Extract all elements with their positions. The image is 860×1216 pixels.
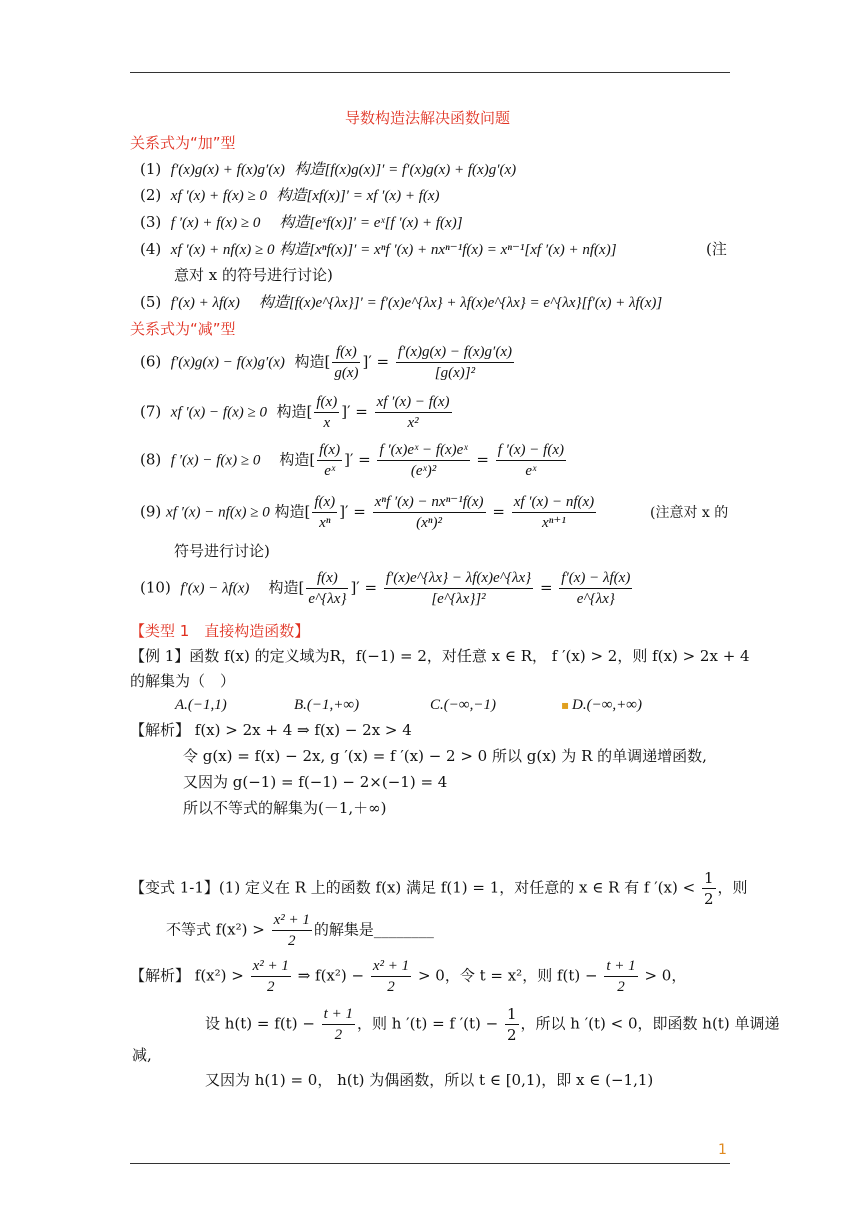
construct-prefix: 构造[ <box>268 578 305 597</box>
page-title: 导数构造法解决函数问题 <box>345 109 511 127</box>
fraction <box>505 1004 519 1045</box>
denominator: (eˣ)² <box>410 463 437 479</box>
item-condition: f′(x)g(x) + f(x)g′(x) <box>170 162 285 178</box>
fraction <box>512 492 596 533</box>
text: 的解集是________ <box>313 920 434 939</box>
variant11-solution-4: 又因为 h(1) = 0， h(t) 为偶函数，所以 t ∈ [0,1)，即 x ∈ (−1,1) <box>205 1071 654 1089</box>
construct-suffix: ]′ = <box>339 502 366 521</box>
numerator: f′(x)e^{λx} − λf(x)e^{λx} <box>384 568 533 589</box>
item-2 <box>140 184 440 207</box>
fraction <box>317 440 342 481</box>
text: ⇒ f(x²) − <box>297 966 365 985</box>
denominator: xⁿ <box>319 515 331 531</box>
item-construction: 构造[xf(x)]′ = xf ′(x) + f(x) <box>276 188 440 204</box>
numerator: f′(x)g(x) − f(x)g′(x) <box>396 342 514 363</box>
denominator: xⁿ⁺¹ <box>542 515 566 531</box>
denominator: eˣ <box>324 463 336 479</box>
construct-prefix: 构造[ <box>294 352 331 371</box>
fraction <box>272 910 312 951</box>
example1-solution-4: 所以不等式的解集为(－1,＋∞) <box>183 799 387 817</box>
item-5 <box>140 291 662 314</box>
denominator: 2 <box>617 979 625 995</box>
fraction <box>251 956 291 997</box>
numerator: 1 <box>703 869 714 887</box>
fraction <box>371 956 411 997</box>
text: 不等式 f(x²) > <box>166 920 265 939</box>
numerator: f(x) <box>306 568 348 589</box>
item-condition: xf ′(x) − nf(x) ≥ 0 <box>166 504 270 521</box>
numerator: x² + 1 <box>251 956 291 977</box>
item-condition: xf ′(x) + f(x) ≥ 0 <box>170 188 267 204</box>
denominator: [g(x)]² <box>434 365 476 381</box>
example1-solution-2: 令 g(x) = f(x) − 2x, g ′(x) = f ′(x) − 2 > 0 所以 g(x) 为 R 的单调递增函数, <box>183 747 707 765</box>
item-condition: f ′(x) + f(x) ≥ 0 <box>170 215 261 231</box>
fraction <box>373 492 486 533</box>
equals: = <box>476 450 489 469</box>
section-sub-heading: 关系式为“减”型 <box>130 320 236 338</box>
fraction <box>377 440 469 481</box>
item-9-note: 符号进行讨论) <box>174 542 270 560</box>
footer-rule <box>130 1163 730 1164</box>
item-4-note: 意对 x 的符号进行讨论) <box>174 266 333 284</box>
type1-heading: 【类型 1 直接构造函数】 <box>130 622 310 640</box>
numerator: xf ′(x) − f(x) <box>375 392 452 413</box>
example1-question-cont: 的解集为（ ） <box>130 672 236 690</box>
fraction <box>384 568 533 609</box>
numerator: f(x) <box>312 492 337 513</box>
equals: = <box>492 502 505 521</box>
item-condition: xf ′(x) + nf(x) ≥ 0 <box>170 242 275 258</box>
fraction <box>375 392 452 433</box>
example1-solution-3: 又因为 g(−1) = f(−1) − 2×(−1) = 4 <box>183 773 448 791</box>
item-number: (8) <box>140 450 162 469</box>
construct-prefix: 构造[ <box>279 450 316 469</box>
fraction <box>396 342 514 383</box>
text: 【解析】 f(x²) > <box>130 966 244 985</box>
construct-suffix: ]′ = <box>341 402 368 421</box>
example1-solution-1: 【解析】 f(x) > 2x + 4 ⇒ f(x) − 2x > 4 <box>130 721 412 739</box>
item-condition: xf ′(x) − f(x) ≥ 0 <box>170 404 267 421</box>
item-7 <box>140 392 454 433</box>
item-9-note-start: (注意对 x 的 <box>650 505 729 521</box>
text: ，所以 h ′(t) < 0，即函数 h(t) 单调递 <box>520 1014 780 1033</box>
text: ，则 <box>717 878 748 897</box>
fraction <box>332 342 360 383</box>
construct-prefix: 构造[ <box>276 402 313 421</box>
construct-suffix: ]′ = <box>344 450 371 469</box>
item-number: (6) <box>140 352 162 371</box>
denominator: 2 <box>703 890 714 908</box>
denominator: 2 <box>506 1026 517 1044</box>
item-construction: 构造[xⁿf(x)]′ = xⁿf ′(x) + nxⁿ⁻¹f(x) = xⁿ⁻¹[xf ′(x) + nf(x)] <box>279 242 617 258</box>
option-a: A.(−1,1) <box>175 697 227 713</box>
fraction <box>312 492 337 533</box>
item-number: (4) <box>140 240 162 258</box>
numerator: t + 1 <box>322 1004 355 1025</box>
denominator: eˣ <box>525 463 537 479</box>
denominator: [e^{λx}]² <box>431 591 486 607</box>
item-3 <box>140 211 463 234</box>
item-number: (2) <box>140 186 162 204</box>
numerator: xf ′(x) − nf(x) <box>512 492 596 513</box>
example1-question: 【例 1】函数 f(x) 的定义域为R，f(−1) = 2，对任意 x ∈ R， f ′(x) > 2，则 f(x) > 2x + 4 <box>130 647 750 665</box>
text: 设 h(t) = f(t) − <box>205 1014 315 1033</box>
page-number: 1 <box>718 1142 727 1158</box>
item-construction: 构造[f(x)e^{λx}]′ = f′(x)e^{λx} + λf(x)e^{λx} = e^{λx}[f′(x) + λf(x)] <box>258 295 663 311</box>
denominator: e^{λx} <box>576 591 615 607</box>
numerator: x² + 1 <box>272 910 312 931</box>
construct-prefix: 构造[ <box>274 502 311 521</box>
denominator: 2 <box>288 933 296 949</box>
fraction <box>314 392 339 433</box>
text: > 0， <box>644 966 687 985</box>
item-condition: f′(x) − λf(x) <box>180 580 250 597</box>
text: 【变式 1-1】(1) 定义在 R 上的函数 f(x) 满足 f(1) = 1，对任意的 x ∈ R 有 f ′(x) < <box>130 878 696 897</box>
numerator: f ′(x)eˣ − f(x)eˣ <box>377 440 469 461</box>
numerator: f(x) <box>317 440 342 461</box>
item-8 <box>140 440 568 481</box>
numerator: f′(x) − λf(x) <box>559 568 632 589</box>
item-10 <box>140 568 634 609</box>
fraction <box>322 1004 355 1045</box>
text: ，则 h ′(t) = f ′(t) − <box>356 1014 499 1033</box>
denominator: (xⁿ)² <box>416 515 442 531</box>
denominator: 2 <box>267 979 275 995</box>
variant11-solution-3: 减, <box>132 1046 152 1064</box>
item-4-note-start: (注 <box>706 240 727 258</box>
fraction <box>306 568 348 609</box>
item-condition: f′(x) + λf(x) <box>170 295 240 311</box>
numerator: x² + 1 <box>371 956 411 977</box>
section-add-heading: 关系式为“加”型 <box>130 134 236 152</box>
numerator: f ′(x) − f(x) <box>496 440 566 461</box>
construct-suffix: ]′ = <box>350 578 378 597</box>
item-6 <box>140 342 516 383</box>
fraction <box>559 568 632 609</box>
text: > 0，令 t = x²，则 f(t) − <box>417 966 598 985</box>
item-condition: f′(x)g(x) − f(x)g′(x) <box>170 354 285 371</box>
variant11-question-2 <box>166 910 434 951</box>
denominator: 2 <box>334 1027 343 1043</box>
item-number: (5) <box>140 293 162 311</box>
option-b: B.(−1,+∞) <box>294 697 360 713</box>
variant11-solution-2 <box>205 1004 779 1045</box>
construct-suffix: ]′ = <box>362 352 390 371</box>
item-construction: 构造[f(x)g(x)]′ = f′(x)g(x) + f(x)g′(x) <box>294 162 517 178</box>
item-9 <box>140 492 598 533</box>
variant11-solution-1 <box>130 956 686 997</box>
header-rule <box>130 72 730 73</box>
numerator: f(x) <box>314 392 339 413</box>
fraction <box>496 440 566 481</box>
item-number: (1) <box>140 160 162 178</box>
item-4 <box>140 238 617 261</box>
denominator: g(x) <box>334 365 359 381</box>
item-number: (3) <box>140 213 162 231</box>
numerator: xⁿf ′(x) − nxⁿ⁻¹f(x) <box>373 492 486 513</box>
item-1 <box>140 158 516 181</box>
equals: = <box>539 578 553 597</box>
numerator: f(x) <box>332 342 360 363</box>
denominator: e^{λx} <box>308 591 347 607</box>
item-number: (9) <box>140 502 162 521</box>
option-d: D.(−∞,+∞) <box>572 697 642 713</box>
item-condition: f ′(x) − f(x) ≥ 0 <box>170 452 261 469</box>
numerator: 1 <box>506 1005 517 1023</box>
denominator: x <box>323 415 331 431</box>
fraction <box>702 868 716 909</box>
item-construction: 构造[eˣf(x)]′ = eˣ[f ′(x) + f(x)] <box>279 215 463 231</box>
fraction <box>604 956 637 997</box>
denominator: x² <box>407 415 419 431</box>
numerator: t + 1 <box>604 956 637 977</box>
item-number: (10) <box>140 578 171 597</box>
variant11-question-1 <box>130 868 748 909</box>
bullet-dot-icon: ▪ <box>561 698 570 712</box>
item-number: (7) <box>140 402 162 421</box>
option-c: C.(−∞,−1) <box>430 697 496 713</box>
denominator: 2 <box>387 979 395 995</box>
